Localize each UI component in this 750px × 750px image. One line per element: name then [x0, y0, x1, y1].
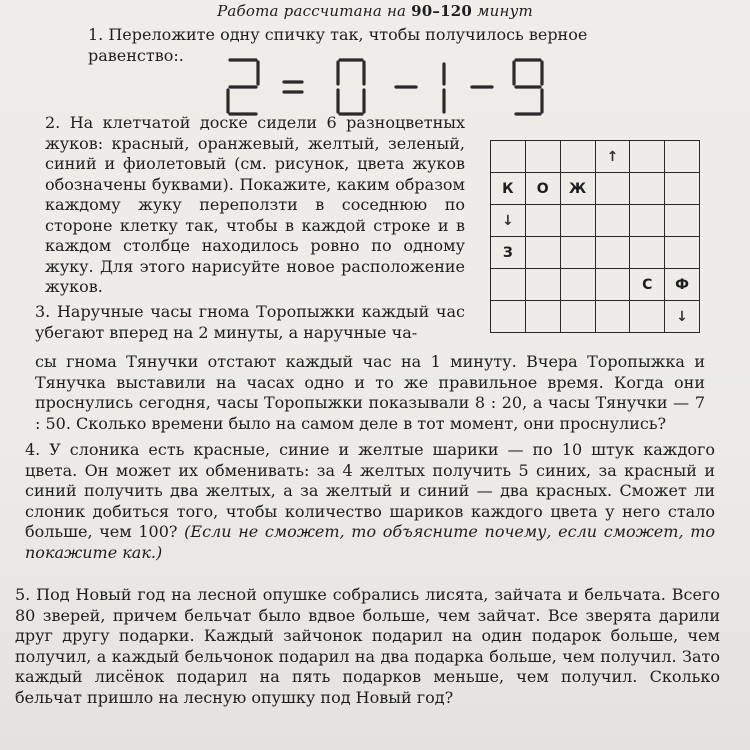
grid-cell — [665, 141, 700, 173]
grid-cell — [630, 237, 665, 269]
header-minutes: 90–120 — [411, 2, 473, 20]
matchstick-digit-9 — [514, 60, 542, 114]
grid-cell — [630, 141, 665, 173]
grid-row — [491, 237, 700, 269]
grid-row — [491, 269, 700, 301]
grid-cell — [525, 141, 560, 173]
grid-cell: С — [630, 269, 665, 301]
problem-4-body: 4. У слоника есть красные, синие и желтые шарики — по 10 штук каждого цвета. Он может их обменивать: за 4 желтых получить 5 синих, за красный и синий получить два желтых, а за желтый и синий — два красных. Сможет ли слоник добиться того, чтобы количество шариков каждого цвета у него стало больше, чем 100? — [25, 440, 715, 541]
grid-cell — [525, 301, 560, 333]
grid-cell: О — [525, 173, 560, 205]
grid-cell — [491, 141, 526, 173]
grid-cell — [630, 205, 665, 237]
grid-cell — [665, 237, 700, 269]
grid-cell — [630, 301, 665, 333]
grid-row — [491, 141, 700, 173]
grid-cell — [595, 301, 630, 333]
header-suffix: минут — [472, 2, 533, 20]
grid-cell — [560, 301, 595, 333]
problem-3-text-start: 3. Наручные часы гнома Торопыжки каждый час убегают вперед на 2 минуты, а наручные ча- — [35, 302, 465, 342]
matchstick-equals — [284, 82, 302, 92]
grid-cell — [665, 173, 700, 205]
grid-cell: Ф — [665, 269, 700, 301]
grid-cell — [665, 205, 700, 237]
grid-row — [491, 301, 700, 333]
grid-cell — [491, 269, 526, 301]
matchstick-equation — [222, 56, 562, 118]
matchstick-digit-0 — [338, 60, 364, 114]
problem-2-text: 2. На клетчатой доске сидели 6 разноцветных жуков: красный, оранжевый, желтый, зеленый, синий и фиолетовый (см. рисунок, цвета жуков обозначены буквами). Покажите, каким образом каждому жуку переползти в соседнюю по стороне клетку так, чтобы в каждой строке и в каждом столбце находилось ровно по одному жуку. Для этого нарисуйте новое расположение жуков. — [45, 113, 465, 296]
grid-row — [491, 173, 700, 205]
grid-cell — [630, 173, 665, 205]
problem-4-text — [25, 440, 715, 563]
page-header — [0, 2, 750, 20]
problem-1-text: 1. Переложите одну спичку так, чтобы получилось верное равенство:. — [88, 25, 588, 65]
problem-3-text-rest: сы гнома Тянучки отстают каждый час на 1 минуту. Вчера Торопыжка и Тянучка выставили на часах одно и то же правильное время. Когда они проснулись сегодня, часы Торопыжки показывали 8 : 20, а часы Тянучки — 7 : 50. Сколько времени было на самом деле в тот момент, они проснулись? — [35, 352, 705, 433]
beetle-grid-table — [490, 140, 700, 333]
grid-cell — [560, 269, 595, 301]
problem-4-note: (Если не сможет, то объясните почему, если сможет, то покажите как.) — [25, 522, 715, 562]
matchstick-equation-figure — [222, 56, 562, 118]
grid-cell — [595, 173, 630, 205]
down-arrow-icon: ↓ — [665, 301, 700, 333]
grid-cell — [595, 269, 630, 301]
problem-5-text: 5. Под Новый год на лесной опушке собрались лисята, зайчата и бельчата. Всего 80 зверей, причем бельчат было вдвое больше, чем зайчат. Все зверята дарили друг другу подарки. Каждый зайчонок подарил на один подарок больше, чем получил, а каждый бельчонок подарил на два подарка больше, чем получил. Зато каждый лисёнок подарил на пять подарков меньше, чем получил. Сколько бельчат пришло на лесную опушку под Новый год? — [15, 585, 720, 707]
grid-cell — [560, 205, 595, 237]
grid-cell: Ж — [560, 173, 595, 205]
grid-cell — [525, 237, 560, 269]
grid-cell — [525, 205, 560, 237]
grid-cell — [560, 141, 595, 173]
up-arrow-icon: ↑ — [595, 141, 630, 173]
grid-row — [491, 205, 700, 237]
grid-cell: К — [491, 173, 526, 205]
grid-cell — [595, 237, 630, 269]
beetle-grid — [490, 140, 700, 330]
grid-cell — [525, 269, 560, 301]
header-prefix: Работа рассчитана на — [217, 2, 412, 20]
matchstick-digit-2 — [228, 60, 258, 114]
grid-cell — [491, 301, 526, 333]
grid-cell: З — [491, 237, 526, 269]
grid-cell — [560, 237, 595, 269]
grid-cell — [595, 205, 630, 237]
down-arrow-icon: ↓ — [491, 205, 526, 237]
